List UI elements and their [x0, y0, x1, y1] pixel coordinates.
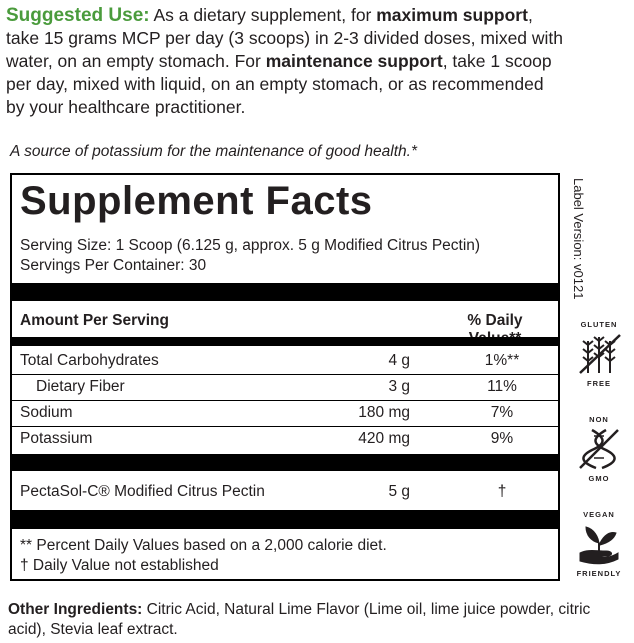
suggested-use-heading: Suggested Use: [6, 5, 150, 26]
gluten-free-badge [572, 320, 626, 388]
header-row [12, 309, 558, 333]
gluten-badge-top: GLUTEN [580, 320, 618, 329]
gmo-badge-top: NON [589, 415, 609, 424]
header-amount: Amount Per Serving [20, 312, 169, 329]
pectin-name: PectaSol-C® Modified Citrus Pectin [20, 483, 265, 500]
thick-divider [12, 454, 558, 471]
pectin-daily-value: † [497, 483, 507, 500]
pectin-row [12, 480, 558, 504]
usage-text-1: As a dietary supplement, for [149, 5, 377, 25]
wheat-crossed-icon [576, 331, 622, 377]
nutrient-row [12, 401, 558, 425]
servings-per-container: Servings Per Container: 30 [20, 257, 207, 274]
header-daily-value: % Daily [467, 312, 523, 329]
thick-divider [12, 283, 558, 301]
nutrient-row [12, 375, 558, 399]
other-ingredients [8, 600, 608, 640]
maintenance-support-text: maintenance support [265, 51, 443, 71]
nutrient-name: Potassium [20, 430, 93, 447]
label-version: Label Version: v0121 [571, 178, 586, 300]
nutrient-amount: 420 mg [358, 430, 410, 447]
nutrient-row [12, 349, 558, 373]
maximum-support-text: maximum support [376, 5, 528, 25]
non-gmo-badge [572, 415, 626, 483]
nutrient-amount: 4 g [388, 352, 410, 369]
sprout-hand-icon [576, 521, 622, 567]
nutrient-daily-value: 1%** [484, 352, 520, 369]
nutrient-daily-value: 11% [487, 378, 517, 395]
nutrient-name: Sodium [20, 404, 73, 421]
vegan-badge-top: VEGAN [583, 510, 615, 519]
supplement-facts-panel [10, 173, 560, 581]
nutrient-name: Dietary Fiber [36, 378, 125, 395]
usage-text-2: , take 15 grams MCP per day (3 scoops) in 2-3 divided doses, mixed with water, on an empty stomach. For [6, 5, 564, 71]
gluten-badge-bottom: FREE [586, 379, 611, 388]
usage-text-3: , take 1 scoop per day, mixed with liquid, on an empty stomach, or as recommended by your healthcare practitioner. [6, 51, 552, 117]
footnote-dagger: † Daily Value not established [20, 557, 219, 574]
facts-title: Supplement Facts [20, 179, 373, 223]
potassium-claim: A source of potassium for the maintenance of good health.* [10, 143, 417, 160]
other-ingredients-label: Other Ingredients: [8, 601, 143, 618]
footnote-daily-values: ** Percent Daily Values based on a 2,000 calorie diet. [20, 537, 387, 554]
vegan-badge-bottom: FRIENDLY [576, 569, 622, 578]
suggested-use-paragraph [6, 4, 566, 119]
thick-divider [12, 510, 558, 529]
pectin-amount: 5 g [388, 483, 410, 500]
nutrient-amount: 180 mg [358, 404, 410, 421]
nutrient-daily-value: 9% [490, 430, 514, 447]
nutrient-daily-value: 7% [490, 404, 514, 421]
gmo-badge-bottom: GMO [588, 474, 610, 483]
nutrient-amount: 3 g [388, 378, 410, 395]
medium-divider [12, 337, 558, 346]
nutrient-row [12, 427, 558, 451]
other-ingredients-text: Citric Acid, Natural Lime Flavor (Lime oil, lime juice powder, citric acid), Stevia leaf extract. [8, 601, 591, 638]
nutrient-name: Total Carbohydrates [20, 352, 159, 369]
vegan-friendly-badge [572, 510, 626, 578]
dna-icon [576, 426, 622, 472]
serving-size: Serving Size: 1 Scoop (6.125 g, approx. 5 g Modified Citrus Pectin) [20, 237, 481, 254]
